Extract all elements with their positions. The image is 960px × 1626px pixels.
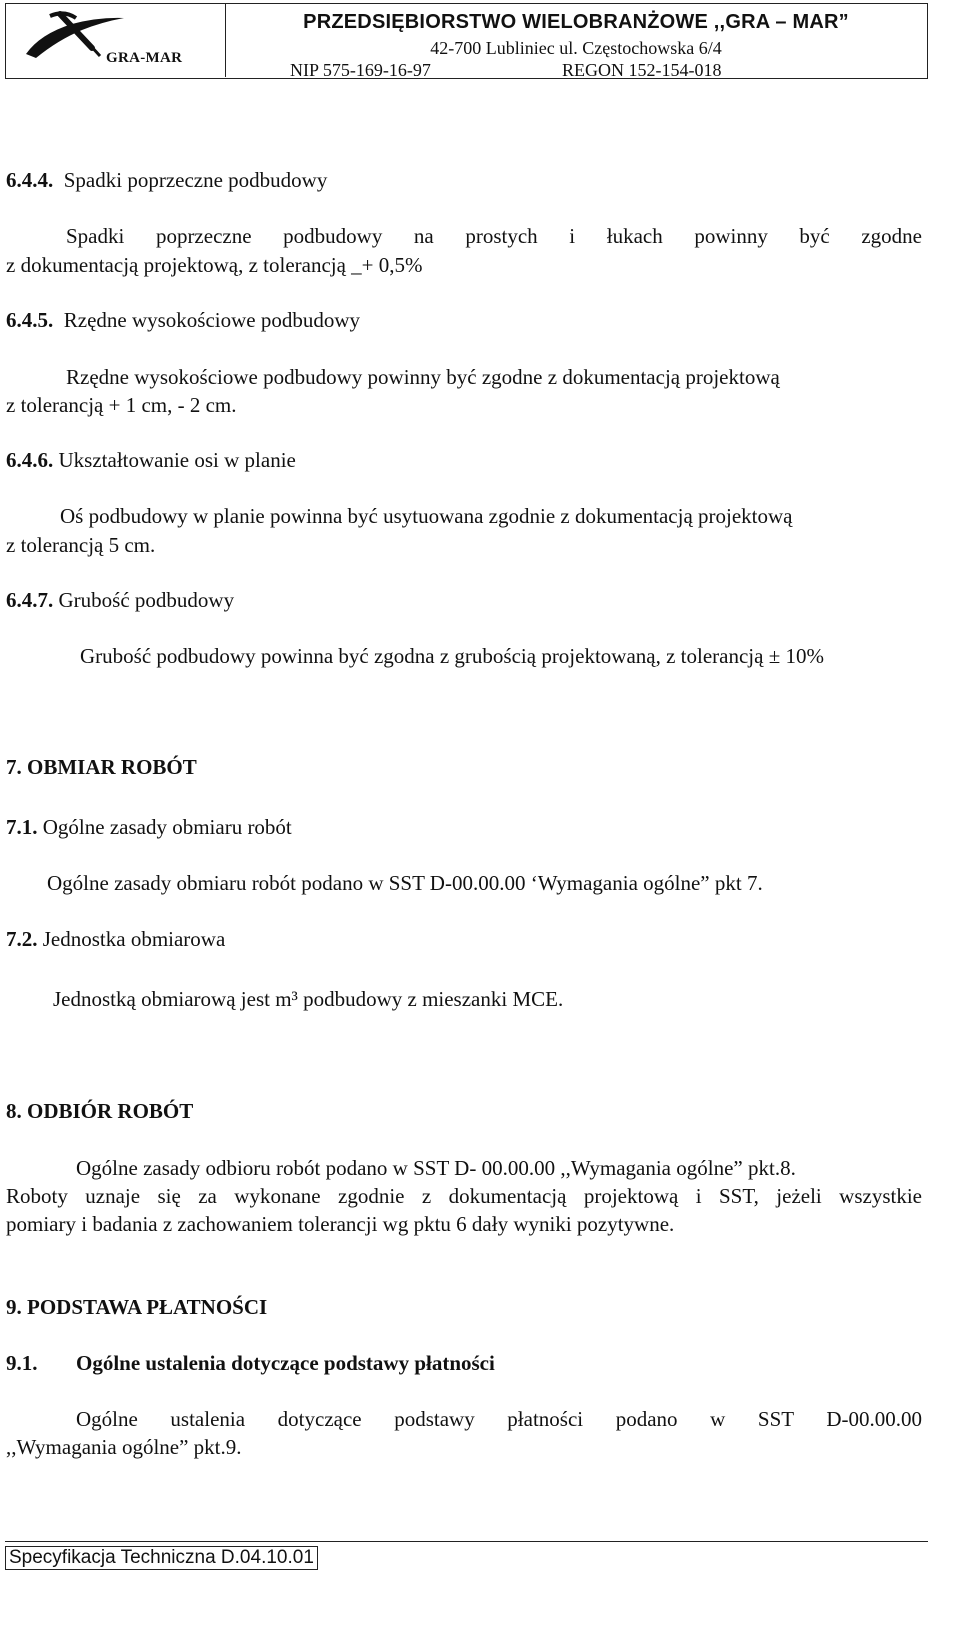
section-7-heading: 7. OBMIAR ROBÓT bbox=[6, 755, 197, 779]
section-9-1-title: Ogólne ustalenia dotyczące podstawy płatności bbox=[76, 1351, 495, 1375]
section-8-line2: Roboty uznaje się za wykonane zgodnie z dokumentacją projektową i SST, jeżeli wszystkie bbox=[6, 1184, 922, 1208]
section-6-4-6-heading: 6.4.6. Ukształtowanie osi w planie bbox=[6, 448, 296, 472]
section-6-4-5-line2: z tolerancją + 1 cm, - 2 cm. bbox=[6, 393, 237, 417]
company-name: PRZEDSIĘBIORSTWO WIELOBRANŻOWE ,,GRA – MAR” bbox=[303, 11, 849, 33]
company-info bbox=[226, 4, 926, 84]
section-9-1-line1: Ogólne ustalenia dotyczące podstawy płatności podano w SST D-00.00.00 bbox=[76, 1407, 922, 1431]
footer-label: Specyfikacja Techniczna D.04.10.01 bbox=[5, 1546, 318, 1570]
company-logo bbox=[6, 4, 226, 77]
section-6-4-5-line1: Rzędne wysokościowe podbudowy powinny być zgodne z dokumentacją projektową bbox=[66, 365, 780, 389]
section-6-4-4-line1: Spadki poprzeczne podbudowy na prostych i łukach powinny być zgodne bbox=[66, 224, 922, 248]
section-7-2-line1: Jednostką obmiarową jest m³ podbudowy z mieszanki MCE. bbox=[53, 987, 564, 1011]
company-ids bbox=[226, 60, 926, 84]
section-9-heading: 9. PODSTAWA PŁATNOŚCI bbox=[6, 1295, 268, 1319]
company-address: 42-700 Lubliniec ul. Częstochowska 6/4 bbox=[430, 38, 722, 58]
nip-number: NIP 575-169-16-97 bbox=[290, 60, 431, 80]
section-6-4-7-heading: 6.4.7. Grubość podbudowy bbox=[6, 588, 235, 612]
footer-rule bbox=[5, 1541, 928, 1542]
regon-number: REGON 152-154-018 bbox=[562, 60, 722, 80]
section-6-4-5-heading: 6.4.5. Rzędne wysokościowe podbudowy bbox=[6, 308, 361, 332]
section-7-1-heading: 7.1. Ogólne zasady obmiaru robót bbox=[6, 815, 292, 839]
section-7-2-heading: 7.2. Jednostka obmiarowa bbox=[6, 927, 226, 951]
section-6-4-4-line2: z dokumentacją projektową, z tolerancją _+ 0,5% bbox=[6, 253, 423, 277]
logo-text: GRA-MAR bbox=[106, 50, 183, 66]
document-header bbox=[5, 3, 928, 79]
section-6-4-6-line2: z tolerancją 5 cm. bbox=[6, 533, 156, 557]
section-8-line1: Ogólne zasady odbioru robót podano w SST D- 00.00.00 ,,Wymagania ogólne” pkt.8. bbox=[76, 1156, 796, 1180]
section-6-4-7-line1: Grubość podbudowy powinna być zgodna z grubością projektowaną, z tolerancją ± 10% bbox=[80, 644, 824, 668]
section-6-4-4-heading: 6.4.4. Spadki poprzeczne podbudowy bbox=[6, 168, 328, 192]
section-8-heading: 8. ODBIÓR ROBÓT bbox=[6, 1099, 194, 1123]
section-9-1-heading: 9.1. bbox=[6, 1351, 38, 1375]
section-8-line3: pomiary i badania z zachowaniem tolerancji wg pktu 6 dały wyniki pozytywne. bbox=[6, 1212, 675, 1236]
section-6-4-6-line1: Oś podbudowy w planie powinna być usytuowana zgodnie z dokumentacją projektową bbox=[60, 504, 793, 528]
section-9-1-line2: ,,Wymagania ogólne” pkt.9. bbox=[6, 1435, 242, 1459]
section-7-1-line1: Ogólne zasady obmiaru robót podano w SST D-00.00.00 ‘Wymagania ogólne” pkt 7. bbox=[47, 871, 763, 895]
